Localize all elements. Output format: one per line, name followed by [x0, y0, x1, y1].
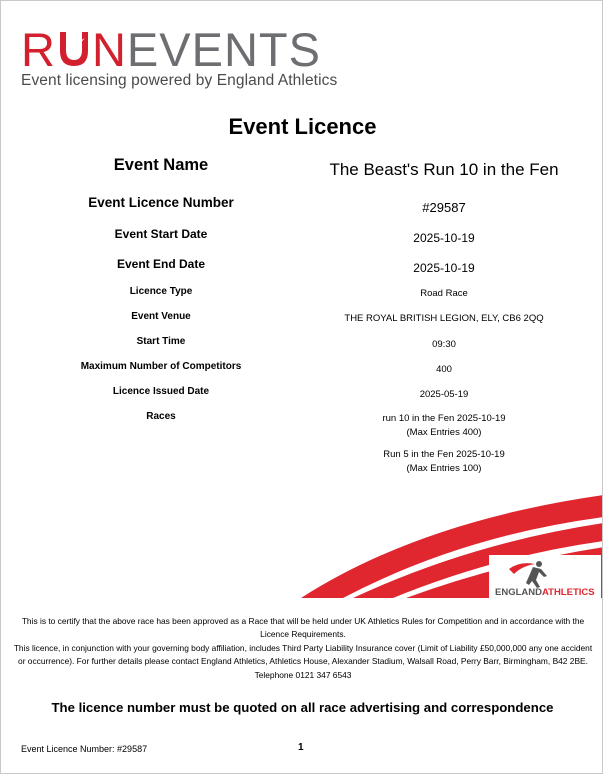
- race-item: [284, 412, 603, 440]
- logo-run-n: N: [91, 23, 127, 76]
- field-value: Road Race: [420, 288, 468, 299]
- field-label: Maximum Number of Competitors: [80, 361, 242, 372]
- field-label: Licence Issued Date: [112, 386, 210, 397]
- ea-logo-text: [495, 587, 595, 598]
- logo-run-r: R: [21, 23, 56, 76]
- certification-line-1: This is to certify that the above race has been approved as a Race that will be held under UK Athletics Rules for Competition and in accordance with the Licence Requirements.: [21, 616, 585, 640]
- ea-england: ENGLAND: [495, 587, 542, 598]
- field-label: Event Start Date: [114, 227, 208, 241]
- field-value: 2025-10-19: [413, 261, 475, 275]
- field-value: 2025-10-19: [413, 231, 475, 245]
- field-value: THE ROYAL BRITISH LEGION, ELY, CB6 2QQ: [344, 313, 544, 324]
- race-name: run 10 in the Fen 2025-10-19: [382, 413, 506, 424]
- page-title: Event Licence: [228, 114, 377, 139]
- logo-tagline: Event licensing powered by England Athletics: [21, 72, 338, 89]
- race-entries: (Max Entries 400): [406, 427, 482, 438]
- certification-line-2: This licence, in conjunction with your governing body affiliation, includes Third Party Liability Insurance cover (Limit of Liability £50,000,000 any one accident or occurrence). For further details please contact England Athletics, Athletics House, Alexander Stadium, Walsall Road, Perry Barr, Birmingham, B42 2BE. Telephone 0121 347 6543: [13, 642, 593, 680]
- field-value: 400: [436, 364, 452, 375]
- field-label: Event Name: [113, 156, 209, 174]
- page-number: 1: [298, 742, 304, 753]
- logo-events: EVENTS: [126, 23, 321, 76]
- race-name: Run 5 in the Fen 2025-10-19: [383, 449, 505, 460]
- certification-text: [13, 615, 593, 682]
- field-value: #29587: [422, 200, 466, 215]
- ea-athletics: ATHLETICS: [541, 587, 595, 598]
- runevents-logo: [21, 23, 338, 90]
- field-label: Event End Date: [116, 257, 206, 271]
- logo-runner-u-icon: [57, 30, 91, 68]
- logo-wordmark: [21, 23, 337, 76]
- field-value: 09:30: [432, 339, 456, 350]
- field-value: The Beast's Run 10 in the Fen: [329, 160, 559, 179]
- field-label: Event Venue: [131, 311, 191, 322]
- races-list: [284, 412, 603, 484]
- footer-licence-number: Event Licence Number: #29587: [21, 744, 148, 754]
- field-label: Start Time: [136, 336, 186, 347]
- licence-quote-notice: The licence number must be quoted on all race advertising and correspondence: [51, 700, 554, 715]
- field-label: Event Licence Number: [88, 195, 234, 210]
- track-swoosh-graphic: [1, 481, 603, 601]
- race-entries: (Max Entries 100): [406, 463, 482, 474]
- field-label: Licence Type: [129, 286, 193, 297]
- field-value: 2025-05-19: [419, 389, 469, 400]
- field-label: Races: [146, 411, 176, 422]
- race-item: [284, 448, 603, 476]
